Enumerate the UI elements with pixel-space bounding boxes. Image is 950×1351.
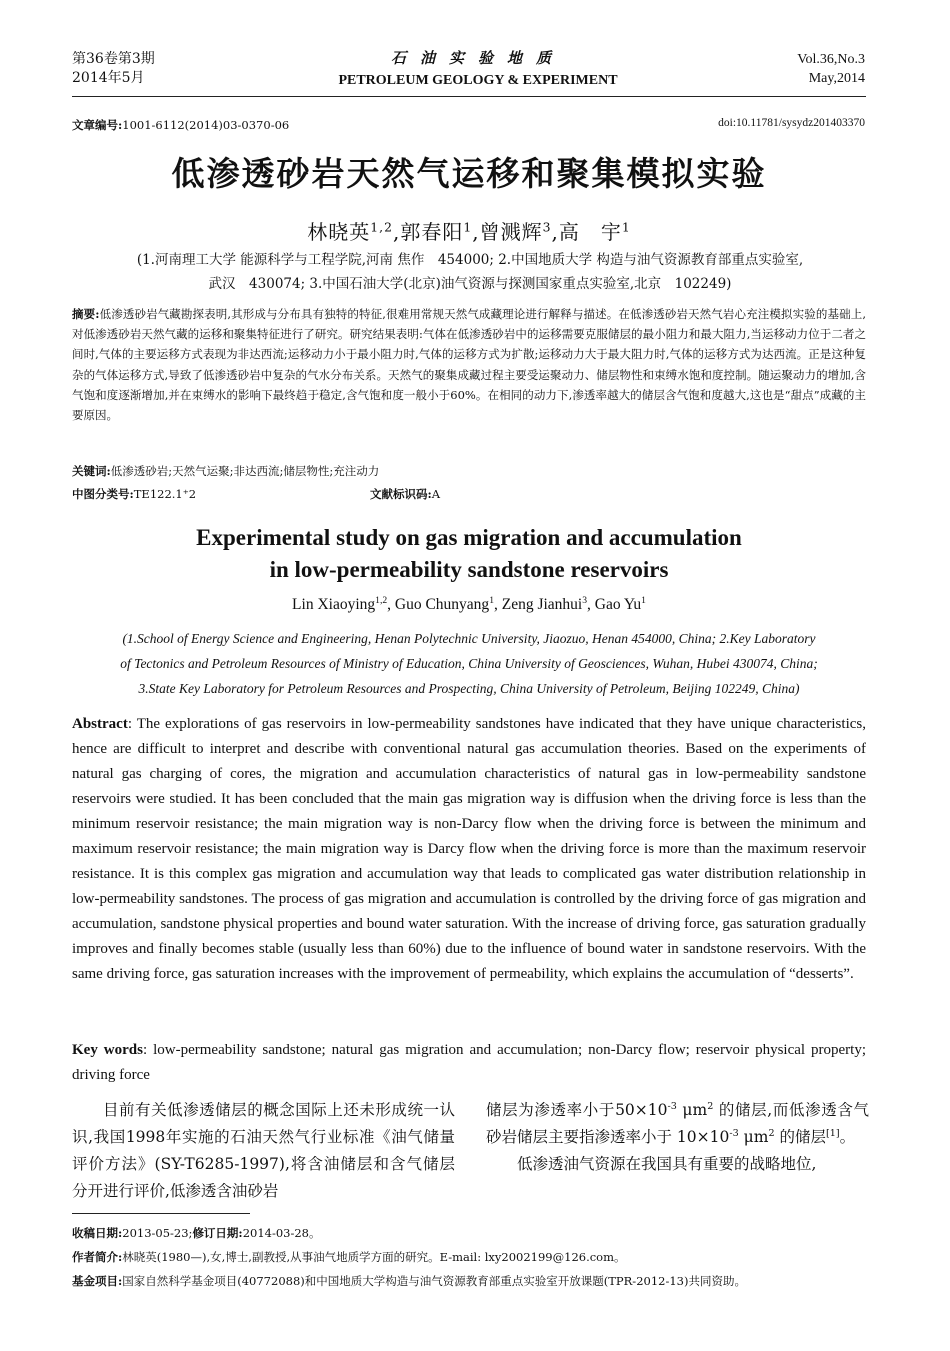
- author-sup: 1: [641, 594, 646, 606]
- doc-code-label: 文献标识码:: [370, 487, 432, 501]
- author-cn: 曾溅辉: [479, 220, 543, 244]
- citation-ref: [1]: [825, 1127, 840, 1139]
- fund-label: 基金项目:: [72, 1274, 123, 1288]
- abstract-cn: [72, 304, 866, 425]
- date-en: May,2014: [808, 71, 865, 86]
- clc-label: 中图分类号:: [72, 487, 134, 501]
- author-sep: ,: [587, 596, 595, 613]
- authors-en: [72, 596, 866, 614]
- keywords-cn-text: 低渗透砂岩;天然气运聚;非达西流;储层物性;充注动力: [110, 464, 380, 478]
- fund-text: 国家自然科学基金项目(40772088)和中国地质大学构造与油气资源教育部重点实验室开放课题(TPR-2012-13)共同资助。: [122, 1274, 746, 1288]
- author-sep: ,: [392, 220, 401, 244]
- clc-number: [72, 486, 196, 502]
- authors-cn: [72, 216, 866, 245]
- keywords-cn-label: 关键词:: [72, 464, 111, 478]
- author-sep: ,: [493, 596, 502, 613]
- affiliations-cn: [100, 248, 840, 296]
- title-en-line: in low-permeability sandstone reservoirs: [269, 557, 669, 582]
- affiliation-line: (1.河南理工大学 能源科学与工程学院,河南 焦作 454000; 2.中国地质大学 构造与油气资源教育部重点实验室,: [136, 252, 804, 268]
- body-sup: 2: [768, 1127, 775, 1139]
- volume-cn: 第36卷第3期: [72, 51, 155, 67]
- keywords-en-colon: :: [142, 1042, 154, 1058]
- header-right: [797, 50, 865, 88]
- author-en: Lin Xiaoying: [292, 596, 376, 613]
- author-sup: 1: [463, 219, 473, 235]
- footnote-bio: [72, 1249, 872, 1265]
- author-en: Zeng Jianhui: [501, 596, 583, 613]
- clc-value: TE122.1⁺2: [133, 487, 197, 501]
- bio-text: 林晓英(1980—),女,博士,副教授,从事油气地质学方面的研究。E-mail: lxy2002199@126.com。: [122, 1250, 626, 1264]
- author-sep: ,: [551, 220, 559, 244]
- author-sup: 3: [542, 219, 552, 235]
- abstract-cn-label: 摘要:: [72, 307, 100, 321]
- received-date: 2013-05-23;: [122, 1226, 193, 1240]
- affiliations-en: [72, 626, 866, 701]
- author-en: Guo Chunyang: [394, 596, 490, 613]
- author-en: Gao Yu: [594, 596, 642, 613]
- article-number-label: 文章编号:: [72, 118, 123, 132]
- body-sup: -3: [667, 1100, 677, 1112]
- title-en-line: Experimental study on gas migration and accumulation: [196, 525, 742, 550]
- abstract-en-text: The explorations of gas reservoirs in low-permeability sandstones have indicated that they have unique characteristics, hence are difficult to interpret and describe with conventional natural gas accumulation theories. Based on the experiments of natural gas charging of cores, the migration and accumulation characteristics of natural gas in low-permeability sandstone reservoirs were studied. It has been concluded that the main gas migration way is diffusion when the driving force is less than the minimum reservoir resistance; the main migration way is non-Darcy flow when the driving force is between the minimum and maximum reservoir resistance; the main migration way is Darcy flow when the driving force is more than the maximum reservoir resistance. It is this complex gas migration and accumulation way that leads to complicated gas water distribution relationship in low-permeability sandstones. The process of gas migration and accumulation is controlled by the driving force of gas migration and accumulation, sandstone physical properties and bound water saturation. With the increase of driving force, gas saturation gradually improves and finally becomes stable (usually less than 60%) due to the influence of bound water in sandstone reservoirs. With the same driving force, gas saturation increases with the improvement of permeability, which explains the accumulation of “desserts”.: [72, 716, 866, 982]
- affiliation-line: 武汉 430074; 3.中国石油大学(北京)油气资源与探测国家重点实验室,北京 102249): [208, 276, 732, 292]
- bio-label: 作者简介:: [72, 1250, 123, 1264]
- affiliation-line: (1.School of Energy Science and Engineering, Henan Polytechnic University, Jiaozuo, Henan 454000, China; 2.Key Laboratory: [122, 631, 816, 646]
- keywords-en: [72, 1038, 866, 1088]
- author-cn: 郭春阳: [400, 220, 464, 244]
- title-en: [72, 522, 866, 586]
- doi-value: 10.11781/sysydz201403370: [736, 117, 865, 129]
- doi-label: doi:: [718, 117, 737, 129]
- doc-code-value: A: [431, 487, 441, 501]
- document-code: [370, 486, 440, 502]
- header-left: [72, 50, 155, 88]
- author-cn: 高 宇: [558, 220, 622, 244]
- header-rule: [72, 96, 866, 97]
- doi: [718, 117, 865, 129]
- revised-date: 2014-03-28。: [242, 1226, 321, 1240]
- body-sup: -3: [729, 1127, 739, 1139]
- abstract-en-colon: :: [127, 716, 137, 732]
- author-sup: 1,2: [375, 594, 388, 606]
- body-text: μm: [738, 1128, 769, 1146]
- body-text: μm: [676, 1101, 708, 1119]
- footnote-fund: [72, 1273, 872, 1289]
- abstract-en: [72, 712, 866, 987]
- journal-name-en: PETROLEUM GEOLOGY & EXPERIMENT: [338, 73, 618, 88]
- article-number-value: 1001-6112(2014)03-0370-06: [122, 118, 290, 132]
- body-paragraph: [486, 1097, 869, 1151]
- author-sup: 1,2: [370, 219, 393, 235]
- footnote-rule: [72, 1213, 250, 1214]
- author-sep: ,: [387, 596, 395, 613]
- affiliation-line: of Tectonics and Petroleum Resources of Ministry of Education, China University of Geosciences, Wuhan, Hubei 430074, China;: [120, 656, 818, 671]
- title-cn: 低渗透砂岩天然气运移和聚集模拟实验: [171, 154, 767, 193]
- author-sup: 1: [621, 219, 631, 235]
- volume-en: Vol.36,No.3: [797, 52, 865, 67]
- abstract-en-label: Abstract: [72, 716, 128, 732]
- body-paragraph: 低渗透油气资源在我国具有重要的战略地位,: [517, 1155, 817, 1173]
- abstract-cn-text: 低渗透砂岩气藏勘探表明,其形成与分布具有独特的特征,很难用常规天然气成藏理论进行解释与描述。在低渗透砂岩天然气岩心充注模拟实验的基础上,对低渗透砂岩天然气藏的运移和聚集特征进行了研究。研究结果表明:气体在低渗透砂岩中的运移需要克服储层的最小阻力和最大阻力,当运移动力位于二者之间时,气体的主要运移方式表现为非达西流;运移动力小于最小阻力时,气体的运移方式为扩散;运移动力大于最大阻力时,气体的运移方式为达西流。正是这种复杂的气体运移方式,导致了低渗透砂岩中复杂的气水分布关系。天然气的聚集成藏过程主要受运聚动力、储层物性和束缚水饱和度控制。随运聚动力的增加,含气饱和度逐渐增加,并在束缚水的影响下最终趋于稳定,含气饱和度一般小于60%。在相同的动力下,渗透率越大的储层含气饱和度越大,这也是“甜点”成藏的主要原因。: [72, 307, 866, 423]
- body-paragraph: 目前有关低渗透储层的概念国际上还未形成统一认识,我国1998年实施的石油天然气行业标准《油气储量评价方法》(SY-T6285-1997),将含油储层和含气储层分开进行评价,低渗透含油砂岩: [72, 1101, 455, 1200]
- body-text: 的储层,而低渗透含气砂岩储层主要指渗透率小于 10×10: [486, 1101, 869, 1146]
- footnote-dates: [72, 1225, 872, 1241]
- affiliation-line: 3.State Key Laboratory for Petroleum Resources and Prospecting, China University of Petroleum, Beijing 102249, China): [138, 681, 800, 696]
- received-label: 收稿日期:: [72, 1226, 123, 1240]
- body-text: 。: [839, 1128, 856, 1146]
- body-text: 储层为渗透率小于50×10: [486, 1101, 668, 1119]
- keywords-en-label: Key words: [72, 1042, 143, 1058]
- article-number: [72, 117, 289, 133]
- revised-label: 修订日期:: [192, 1226, 243, 1240]
- body-column-right: [486, 1097, 869, 1178]
- author-sup: 3: [582, 594, 588, 606]
- journal-name-cn: 石油实验地质: [390, 49, 565, 67]
- author-cn: 林晓英: [307, 220, 371, 244]
- body-sup: 2: [707, 1100, 714, 1112]
- journal-header: [300, 47, 656, 89]
- author-sep: ,: [472, 220, 480, 244]
- keywords-en-text: low-permeability sandstone; natural gas migration and accumulation; non-Darcy flow; reservoir physical property; driving force: [72, 1042, 867, 1083]
- date-cn: 2014年5月: [72, 70, 145, 86]
- keywords-cn: [72, 463, 379, 479]
- author-sup: 1: [489, 594, 494, 606]
- body-column-left: [72, 1097, 455, 1205]
- body-text: 的储层: [774, 1128, 826, 1146]
